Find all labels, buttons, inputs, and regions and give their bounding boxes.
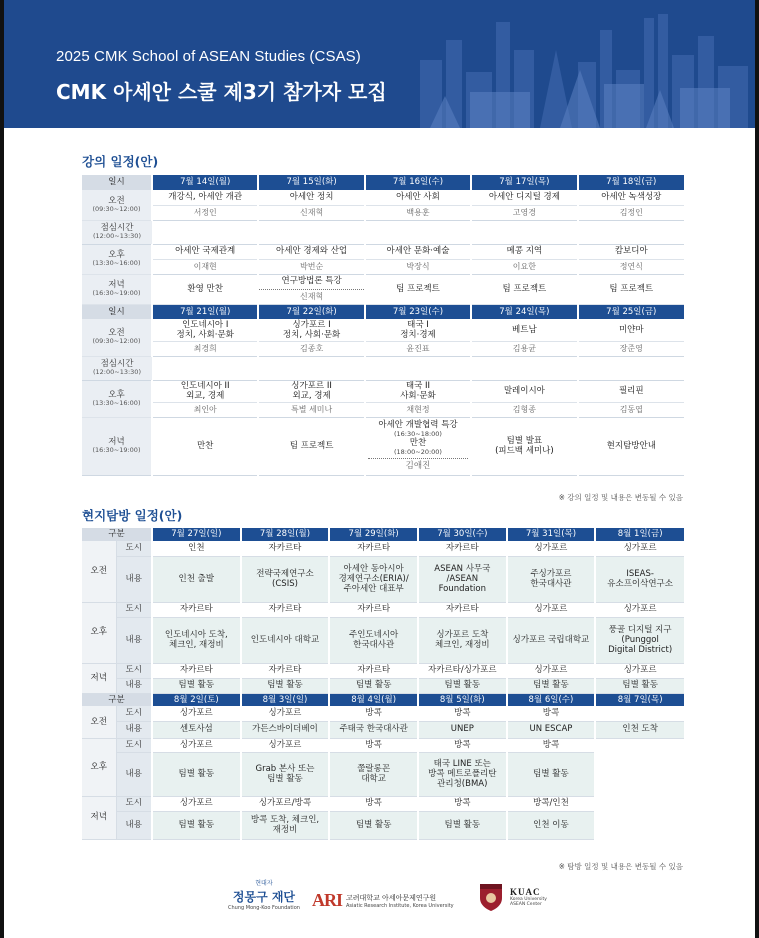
field-content: 전략국제연구소 (CSIS) [241,556,330,602]
chung-mong-koo-foundation-logo: 현대자 정몽구 재단 Chung Mong-Koo Foundation [228,880,300,911]
field-note: ※ 탐방 일정 및 내용은 변동될 수 있음 [558,862,683,871]
field-content: 팀별 활동 [152,752,241,796]
field-content: 쭐랄롱꼰 대학교 [329,752,418,796]
field-content: 인천 도착 [595,721,684,738]
ari-mark: ARI [312,890,343,910]
field-content: 팀별 활동 [329,678,418,693]
field-city: 싱가포르 [152,706,241,721]
field-content-row [82,721,684,738]
field-date: 8월 2일(토) [152,693,241,706]
field-content: 인도네시아 도착, 체크인, 재정비 [152,617,241,663]
field-date: 8월 5일(화) [418,693,507,706]
lecture-date: 7월 22일(화) [258,304,364,319]
field-content: 태국 LINE 또는 방콕 메트로폴리탄 관리청(BMA) [418,752,507,796]
field-city: 싱가포르 [152,738,241,752]
field-content: 팀별 활동 [507,678,596,693]
field-content-row [82,617,684,663]
lecturer-name: 박장식 [365,259,471,274]
lecture-session-row [82,319,684,341]
lecture-section-title: 강의 일정(안) [82,154,159,169]
lecturer-name: 김용균 [471,341,577,356]
field-city: 자카르타 [152,663,241,678]
field-city: 싱가포르 [241,706,330,721]
lecture-topic: 개강식, 아세안 개관 [152,190,258,205]
field-city: 방콕 [418,706,507,721]
session-label: 오전 (09:30~12:00) [82,319,152,356]
lecture-lecturer-row [82,402,684,417]
field-city: 자카르타 [241,663,330,678]
header-subtitle: 2025 CMK School of ASEAN Studies (CSAS) [56,48,361,65]
field-period-label: 저녁 [82,663,116,693]
lecture-topic: 태국 I 정치·경제 [365,319,471,341]
lecture-evening-item: 팀 프로젝트 [471,274,577,304]
lecture-evening-item: 팀 프로젝트 [578,274,684,304]
field-content: 주싱가포르 한국대사관 [507,556,596,602]
lecturer-name: 박번순 [258,259,364,274]
field-content: UN ESCAP [507,721,596,738]
lecture-date: 7월 25일(금) [578,304,684,319]
lunch-row [82,356,684,380]
lecturer-name: 김종호 [258,341,364,356]
lecture-session-row [82,190,684,205]
field-city: 방콕 [507,706,596,721]
field-date: 7월 29일(화) [329,528,418,541]
field-city: 싱가포르 [595,602,684,617]
lecture-date: 7월 17일(목) [471,175,577,190]
lecturer-name: 서정인 [152,205,258,220]
lecturer-name: 김정인 [578,205,684,220]
lecture-date-row [82,175,684,190]
field-date: 8월 4일(월) [329,693,418,706]
field-content: 센토사섬 [152,721,241,738]
lecturer-name: 백용훈 [365,205,471,220]
lecture-evening-row [82,417,684,475]
field-city: 싱가포르 [595,663,684,678]
lecturer-name: 김형종 [471,402,577,417]
city-label: 도시 [116,796,152,811]
lecture-evening-item: 만찬 [152,417,258,475]
field-date: 7월 28일(월) [241,528,330,541]
lecture-topic: 아세안 디지털 경제 [471,190,577,205]
lecturer-name: 신재혁 [258,205,364,220]
lecture-date: 7월 14일(월) [152,175,258,190]
lecture-evening-item: 아세안 개발협력 특강 (16:30~18:00) 만찬 (18:00~20:00) 김애진 [365,417,471,475]
lecture-topic: 캄보디아 [578,244,684,259]
field-city: 자카르타 [241,602,330,617]
lecturer-name: 장준영 [578,341,684,356]
field-period-label: 오후 [82,602,116,663]
field-city: 싱가포르 [241,738,330,752]
field-content: 주인도네시아 한국대사관 [329,617,418,663]
field-content: 인도네시아 대학교 [241,617,330,663]
field-city: 자카르타/싱가포르 [418,663,507,678]
lecture-date: 7월 15일(화) [258,175,364,190]
content-label: 내용 [116,617,152,663]
field-date: 7월 31일(목) [507,528,596,541]
session-label: 오전 (09:30~12:00) [82,190,152,220]
field-city: 싱가포르/방콕 [241,796,330,811]
field-city: 방콕 [507,738,596,752]
korea-university-shield-icon [478,882,504,912]
lecturer-name: 이재현 [152,259,258,274]
lecturer-name: 정연식 [578,259,684,274]
field-content: 싱가포르 도착 체크인, 재정비 [418,617,507,663]
city-label: 도시 [116,541,152,556]
lecture-date: 7월 16일(수) [365,175,471,190]
lecture-topic: 베트남 [471,319,577,341]
field-trip-table [82,528,684,840]
lecturer-name: 특별 세미나 [258,402,364,417]
field-city-row [82,738,684,752]
lecture-topic: 싱가포르 I 정치, 사회·문화 [258,319,364,341]
ari-english-name: Asiatic Research Institute, Korea University [346,902,454,909]
lecturer-name: 최인아 [152,402,258,417]
field-date-row [82,528,684,541]
content-label: 내용 [116,556,152,602]
kuac-logo: KUAC Korea University ASEAN Center [478,882,547,912]
session-label: 저녁 (16:30~19:00) [82,417,152,475]
field-city: 자카르타 [329,541,418,556]
field-city-row [82,796,684,811]
gubun-label: 구분 [82,693,152,706]
lecturer-name: 최경희 [152,341,258,356]
content-label: 내용 [116,811,152,839]
field-date: 8월 6일(수) [507,693,596,706]
kuac-mark: KUAC [510,887,541,897]
content-label: 내용 [116,678,152,693]
city-label: 도시 [116,602,152,617]
field-content: ASEAN 사무국 /ASEAN Foundation [418,556,507,602]
field-period-label: 오전 [82,706,116,738]
lecture-evening-item: 연구방법론 특강 [258,274,364,289]
field-content: 팀별 활동 [152,811,241,839]
field-city: 자카르타 [329,663,418,678]
lecture-topic: 메콩 지역 [471,244,577,259]
city-label: 도시 [116,738,152,752]
field-city-row [82,706,684,721]
lecture-topic: 말레이시아 [471,380,577,402]
lecture-evening-item: 팀별 발표 (피드백 세미나) [471,417,577,475]
field-content-row [82,811,684,839]
field-city: 자카르타 [418,541,507,556]
field-section-title: 현지탐방 일정(안) [82,508,183,523]
city-label: 도시 [116,706,152,721]
lecture-topic: 아세안 경제와 산업 [258,244,364,259]
field-city: 싱가포르 [507,541,596,556]
field-period-label: 오전 [82,541,116,602]
field-content: 팀별 활동 [418,678,507,693]
field-content: Grab 본사 또는 팀별 활동 [241,752,330,796]
lecture-topic: 필리핀 [578,380,684,402]
lecture-evening-item: 팀 프로젝트 [365,274,471,304]
lecture-date-row [82,304,684,319]
lecturer-name: 이요한 [471,259,577,274]
datetime-label: 일시 [82,175,152,190]
header-title: CMK 아세안 스쿨 제3기 참가자 모집 [56,80,387,104]
field-content: 팀별 활동 [507,752,596,796]
lecturer-name: 김애진 [368,458,468,471]
field-city: 방콕 [418,796,507,811]
field-city: 방콕 [329,738,418,752]
field-content: 인천 이동 [507,811,596,839]
lecture-topic: 아세안 문화·예술 [365,244,471,259]
ari-logo [312,890,454,911]
header-banner [0,0,759,128]
field-content: 주태국 한국대사관 [329,721,418,738]
field-content: 아세안 동아시아 경제연구소(ERIA)/ 주아세안 대표부 [329,556,418,602]
field-content: 팀별 활동 [329,811,418,839]
field-content: 팀별 활동 [152,678,241,693]
lecture-lecturer-row [82,259,684,274]
footer-logos [0,878,759,928]
field-period-label: 오후 [82,738,116,796]
lecture-topic: 아세안 녹색성장 [578,190,684,205]
lecture-topic: 인도네시아 I 정치, 사회·문화 [152,319,258,341]
field-city: 싱가포르 [507,602,596,617]
field-content: 싱가포르 국립대학교 [507,617,596,663]
lecture-topic: 아세안 사회 [365,190,471,205]
field-content: ISEAS- 유소프이삭연구소 [595,556,684,602]
lecture-lecturer-row [82,205,684,220]
field-content-row [82,752,684,796]
lecture-date: 7월 24일(목) [471,304,577,319]
field-content: 풍골 디지털 지구 (Punggol Digital District) [595,617,684,663]
field-date-row [82,693,684,706]
field-city: 방콕 [418,738,507,752]
content-label: 내용 [116,721,152,738]
lecturer-name: 윤진표 [365,341,471,356]
session-label: 오후 (13:30~16:00) [82,244,152,274]
lecture-topic: 태국 II 사회·문화 [365,380,471,402]
lecture-topic: 아세안 국제관계 [152,244,258,259]
lunch-row [82,220,684,244]
lecture-schedule-table [82,175,684,476]
lecture-note: ※ 강의 일정 및 내용은 변동될 수 있음 [558,493,683,502]
field-city: 방콕/인천 [507,796,596,811]
lecturer-name: 신재혁 [258,289,364,304]
lecture-date: 7월 23일(수) [365,304,471,319]
session-label: 오후 (13:30~16:00) [82,380,152,417]
field-city: 싱가포르 [595,541,684,556]
field-content-row [82,556,684,602]
lecture-date: 7월 21일(월) [152,304,258,319]
lecturer-name: 고영경 [471,205,577,220]
gubun-label: 구분 [82,528,152,541]
field-content-row [82,678,684,693]
ari-name: 고려대학교 아세아문제연구원 [346,893,437,902]
field-city [595,706,684,721]
field-city: 인천 [152,541,241,556]
field-date: 8월 3일(일) [241,693,330,706]
lecture-topic: 싱가포르 II 외교, 경제 [258,380,364,402]
field-content: 팀별 활동 [241,678,330,693]
lecture-topic: 인도네시아 II 외교, 경제 [152,380,258,402]
lecturer-name: 김동엽 [578,402,684,417]
lecture-topic: 미얀마 [578,319,684,341]
lecture-lecturer-row [82,341,684,356]
lecture-evening-row [82,274,684,289]
field-city-row [82,663,684,678]
field-content: 팀별 활동 [418,811,507,839]
field-date: 7월 27일(일) [152,528,241,541]
field-city: 자카르타 [329,602,418,617]
lecture-session-row [82,244,684,259]
lecture-evening-item: 팀 프로젝트 [258,417,364,475]
field-city: 방콕 [329,796,418,811]
field-city-row [82,602,684,617]
field-city: 싱가포르 [507,663,596,678]
field-city: 싱가포르 [152,796,241,811]
lecture-topic: 아세안 정치 [258,190,364,205]
field-date: 7월 30일(수) [418,528,507,541]
field-content: 팀별 활동 [595,678,684,693]
content-label: 내용 [116,752,152,796]
datetime-label: 일시 [82,304,152,319]
lecturer-name: 채현정 [365,402,471,417]
field-city: 자카르타 [241,541,330,556]
field-content: 가든스바이더베이 [241,721,330,738]
lunch-label: 점심시간 (12:00~13:30) [82,356,152,380]
lecture-session-row [82,380,684,402]
field-city-row [82,541,684,556]
lecture-evening-item: 현지탐방안내 [578,417,684,475]
field-city: 자카르타 [418,602,507,617]
lecture-evening-item: 환영 만찬 [152,274,258,304]
field-date: 8월 7일(목) [595,693,684,706]
field-period-label: 저녁 [82,796,116,839]
session-label: 저녁 (16:30~19:00) [82,274,152,304]
field-date: 8월 1일(금) [595,528,684,541]
field-city: 자카르타 [152,602,241,617]
field-content: 방콕 도착, 체크인, 재정비 [241,811,330,839]
field-content: UNEP [418,721,507,738]
lecture-date: 7월 18일(금) [578,175,684,190]
field-content: 인천 출발 [152,556,241,602]
city-label: 도시 [116,663,152,678]
lunch-label: 점심시간 (12:00~13:30) [82,220,152,244]
field-city: 방콕 [329,706,418,721]
